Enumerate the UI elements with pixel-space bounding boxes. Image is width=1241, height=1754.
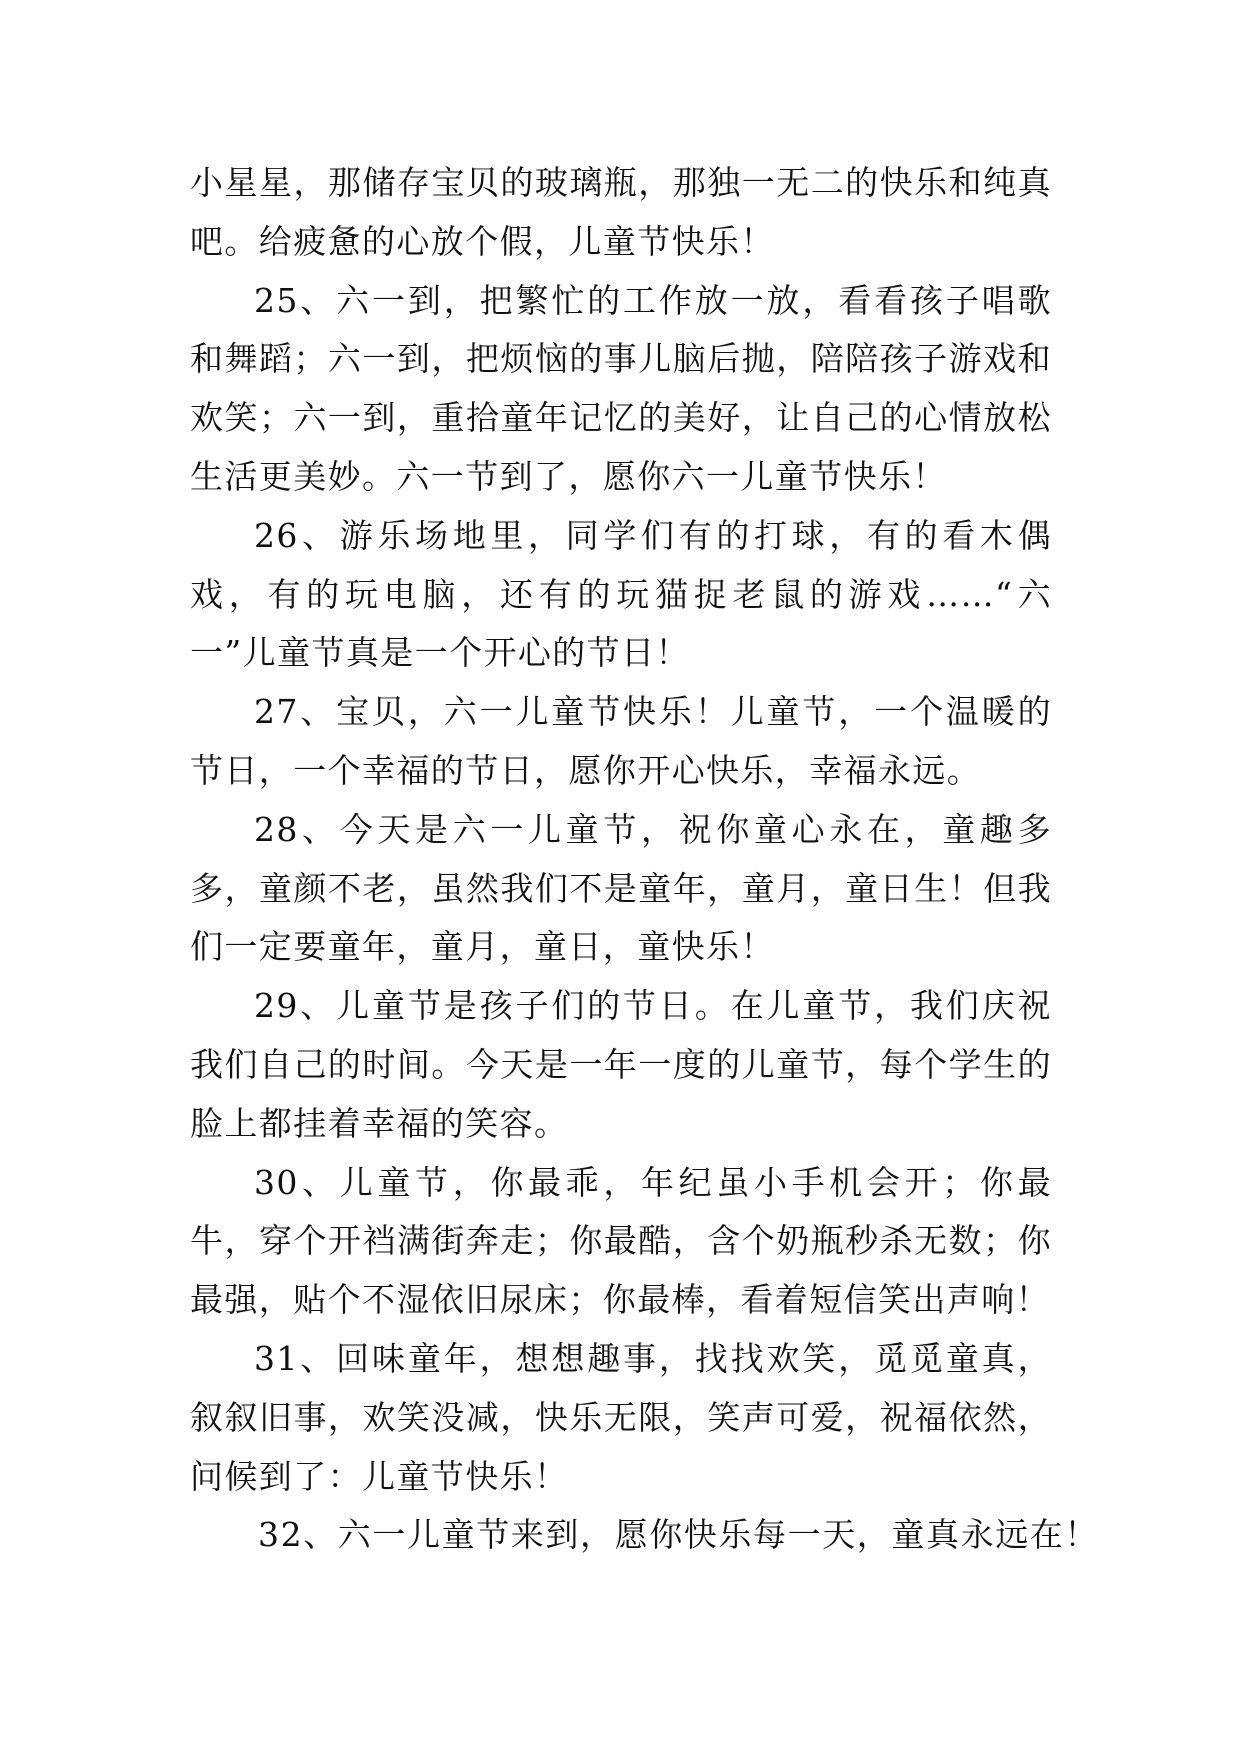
- paragraph-28: 28、今天是六一儿童节，祝你童心永在，童趣多多，童颜不老，虽然我们不是童年，童月，童日生！但我们一定要童年，童月，童日，童快乐！: [190, 809, 1052, 967]
- paragraph-31: 31、回味童年，想想趣事，找找欢笑，觅觅童真，叙叙旧事，欢笑没减，快乐无限，笑声可爱，祝福依然，问候到了：儿童节快乐！: [190, 1338, 1052, 1496]
- paragraph-25: 25、六一到，把繁忙的工作放一放，看看孩子唱歌和舞蹈；六一到，把烦恼的事儿脑后抛，陪陪孩子游戏和欢笑；六一到，重拾童年记忆的美好，让自己的心情放松生活更美妙。六一节到了，愿你六一儿童节快乐！: [190, 280, 1052, 496]
- paragraph-32: 32、六一儿童节来到，愿你快乐每一天，童真永远在！: [258, 1515, 1099, 1555]
- paragraph-27: 27、宝贝，六一儿童节快乐！儿童节，一个温暖的节日，一个幸福的节日，愿你开心快乐，幸福永远。: [190, 692, 1052, 790]
- paragraph-30: 30、儿童节，你最乖，年纪虽小手机会开；你最牛，穿个开裆满街奔走；你最酷，含个奶瓶秒杀无数；你最强，贴个不湿依旧尿床；你最棒，看着短信笑出声响！: [190, 1162, 1052, 1320]
- paragraph-continued: 小星星，那储存宝贝的玻璃瓶，那独一无二的快乐和纯真吧。给疲惫的心放个假，儿童节快乐！: [190, 163, 1052, 261]
- document-page: [190, 154, 1099, 1565]
- paragraph-29: 29、儿童节是孩子们的节日。在儿童节，我们庆祝我们自己的时间。今天是一年一度的儿童节，每个学生的脸上都挂着幸福的笑容。: [190, 986, 1052, 1143]
- paragraph-26: 26、游乐场地里，同学们有的打球，有的看木偶戏，有的玩电脑，还有的玩猫捉老鼠的游戏……“六一”儿童节真是一个开心的节日！: [190, 515, 1052, 673]
